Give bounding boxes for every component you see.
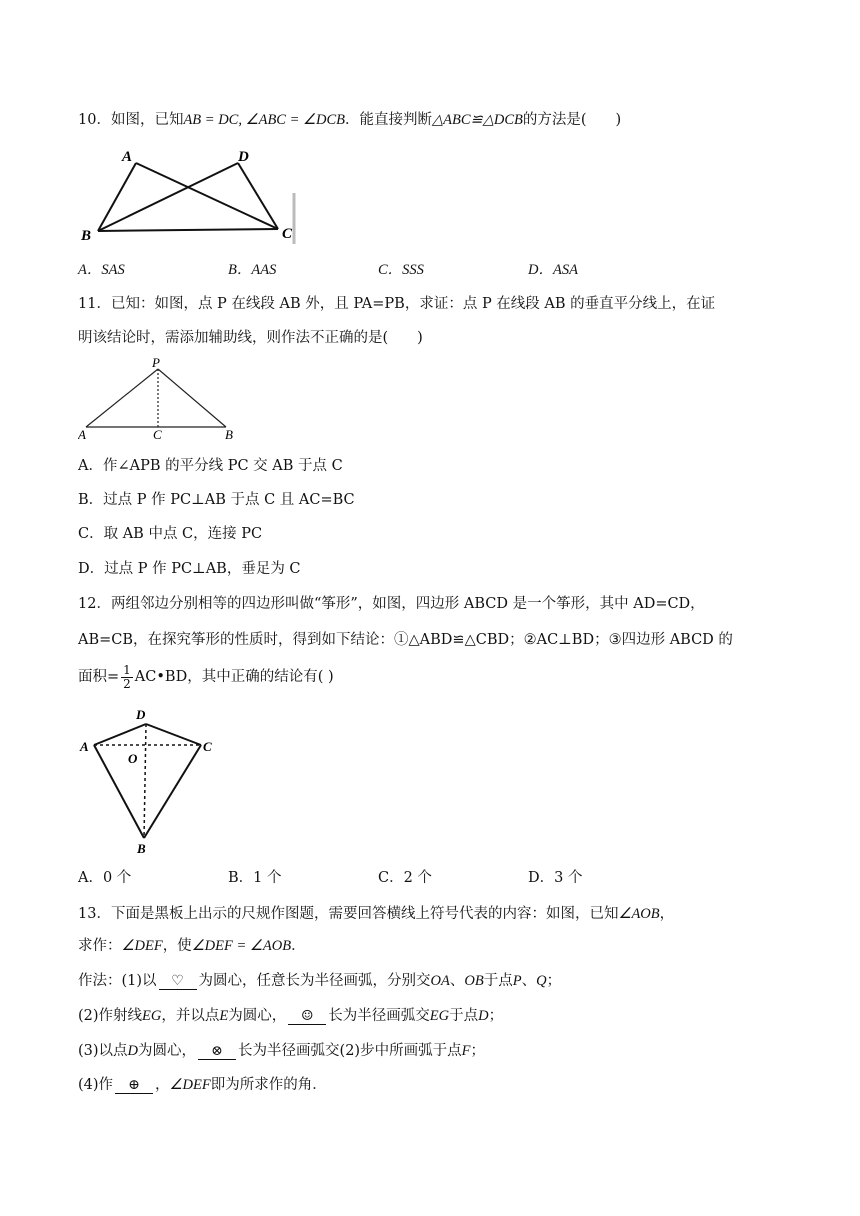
oplus-symbol-blank: ⊕ xyxy=(115,1077,153,1094)
q12-label-O: O xyxy=(128,751,138,766)
q13-step3 xyxy=(78,1041,485,1061)
q13-step3-post: ； xyxy=(470,1043,485,1059)
q13-step4-mid: ， xyxy=(155,1077,170,1093)
q12-stem-line3 xyxy=(78,662,334,692)
q13-step2-mid4: 于点 xyxy=(449,1008,479,1024)
q13-text-1: 13．下面是黑板上出示的尺规作图题，需要回答横线上符号代表的内容：如图，已知 xyxy=(78,906,619,922)
q10-congruence-math: △ABC≌△DCB xyxy=(432,112,523,128)
q13-step3-mid2: 长为半径画弧交(2)步中所画弧于点 xyxy=(238,1043,462,1059)
heart-symbol-blank: ♡ xyxy=(159,973,197,990)
q13-point-q: Q xyxy=(536,973,547,989)
q13-text-2-mid: ，使 xyxy=(162,938,192,954)
q13-step4 xyxy=(78,1075,327,1095)
q10-option-a[interactable]: A．SAS xyxy=(78,262,125,278)
q11-option-a[interactable]: A．作∠APB 的平分线 PC 交 AB 于点 C xyxy=(78,458,343,474)
q12-option-b[interactable]: B．1 个 xyxy=(228,870,282,886)
q11-option-c[interactable]: C．取 AB 中点 C，连接 PC xyxy=(78,526,263,542)
q12-label-B: B xyxy=(137,841,146,856)
q13-stem-line2 xyxy=(78,936,306,956)
q12-option-c[interactable]: C．2 个 xyxy=(378,870,432,886)
q12-label-D: D xyxy=(136,707,146,722)
q13-angle-aob: ∠AOB xyxy=(618,906,660,922)
q13-ray-ob: OB xyxy=(464,973,484,989)
q12-label-A: A xyxy=(80,739,89,754)
q13-point-e: E xyxy=(219,1008,229,1024)
q13-step4-pre: (4)作 xyxy=(78,1077,114,1093)
q10-label-B: B xyxy=(81,228,92,244)
q13-ray-oa: OA xyxy=(430,973,450,989)
q13-point-p: P xyxy=(512,973,522,989)
q13-text-2: 求作： xyxy=(78,938,122,954)
q13-separator: 、 xyxy=(449,973,465,989)
q13-step2-mid: ，并以点 xyxy=(161,1008,220,1024)
q12-option-d[interactable]: D．3 个 xyxy=(528,870,583,886)
smiley-symbol-blank: ☺ xyxy=(288,1008,326,1025)
q10-text-c: 的方法是( ) xyxy=(522,112,622,128)
q13-angle-def-2: ∠DEF xyxy=(169,1077,211,1093)
otimes-symbol-blank: ⊗ xyxy=(198,1043,236,1060)
q13-step1-pre: 作法：(1)以 xyxy=(78,973,157,989)
q10-figure xyxy=(78,145,300,245)
q12-area-text-post: AC•BD，其中正确的结论有( ) xyxy=(134,669,334,685)
q11-label-B: B xyxy=(225,427,233,442)
q12-stem-line1: 12．两组邻边分别相等的四边形叫做“筝形”，如图，四边形 ABCD 是一个筝形，其中 AD=CD， xyxy=(78,596,705,612)
q13-angle-def: ∠DEF xyxy=(121,938,163,954)
q10-text-b: ．能直接判断 xyxy=(345,112,433,128)
q10-given-math: AB = DC, ∠ABC = ∠DCB xyxy=(183,112,346,128)
q13-stem-line1 xyxy=(78,904,674,924)
q10-number: 10． xyxy=(78,112,111,128)
q12-fraction-denominator: 2 xyxy=(123,676,131,691)
q11-label-P: P xyxy=(152,355,160,370)
q13-point-f: F xyxy=(461,1043,471,1059)
q13-angle-equation: ∠DEF = ∠AOB xyxy=(191,938,292,954)
q13-step3-mid: 为圆心， xyxy=(138,1043,197,1059)
q13-text-1-post: ， xyxy=(659,906,675,922)
q12-area-text: 面积= xyxy=(78,669,120,685)
q13-step1-mid: 为圆心，任意长为半径画弧，分别交 xyxy=(198,973,431,989)
q10-label-D: D xyxy=(238,149,249,165)
q13-step3-pre: (3)以点 xyxy=(78,1043,128,1059)
q13-step2-post: ； xyxy=(488,1008,504,1024)
q11-stem-line2: 明该结论时，需添加辅助线，则作法不正确的是( ) xyxy=(78,330,423,346)
q13-step2-mid2: 为圆心， xyxy=(228,1008,287,1024)
q11-label-A: A xyxy=(78,427,86,442)
q12-stem-line2: AB=CB，在探究筝形的性质时，得到如下结论：①△ABD≌△CBD；②AC⊥BD；③四边形 ABCD 的 xyxy=(78,632,733,648)
q10-option-c[interactable]: C．SSS xyxy=(378,262,424,278)
q13-step1-post: ； xyxy=(546,973,562,989)
q13-step1 xyxy=(78,971,561,991)
q13-point-d: D xyxy=(478,1008,489,1024)
q13-step2-pre: (2)作射线 xyxy=(78,1008,143,1024)
q13-step2 xyxy=(78,1006,503,1026)
q13-ray-eg: EG xyxy=(142,1008,162,1024)
q11-option-b[interactable]: B．过点 P 作 PC⊥AB 于点 C 且 AC=BC xyxy=(78,492,355,508)
q12-option-a[interactable]: A．0 个 xyxy=(78,870,132,886)
q13-text-2-post: ． xyxy=(291,938,306,954)
q13-ray-eg-2: EG xyxy=(429,1008,450,1024)
q11-figure xyxy=(78,355,248,445)
q11-option-d[interactable]: D．过点 P 作 PC⊥AB，垂足为 C xyxy=(78,561,301,577)
q12-fraction-numerator: 1 xyxy=(123,662,131,677)
q10-label-C: C xyxy=(282,226,293,242)
q10-label-A: A xyxy=(122,149,133,165)
q13-step4-post: 即为所求作的角． xyxy=(210,1077,327,1093)
q11-label-C: C xyxy=(153,427,162,442)
q13-step1-mid2: 于点 xyxy=(483,973,513,989)
q10-text-a: 如图，已知 xyxy=(110,112,184,128)
q10-option-d[interactable]: D．ASA xyxy=(528,262,578,278)
q11-stem-line1: 11．已知：如图，点 P 在线段 AB 外，且 PA=PB，求证：点 P 在线段 AB 的垂直平分线上，在证 xyxy=(78,296,716,312)
q12-label-C: C xyxy=(203,739,212,754)
q13-point-d-2: D xyxy=(127,1043,139,1059)
q13-step2-mid3: 长为半径画弧交 xyxy=(328,1008,430,1024)
q10-option-b[interactable]: B．AAS xyxy=(228,262,277,278)
q12-fraction xyxy=(121,664,133,691)
q12-figure xyxy=(78,703,218,858)
q10-stem xyxy=(78,110,621,130)
q13-separator-2: 、 xyxy=(521,973,537,989)
